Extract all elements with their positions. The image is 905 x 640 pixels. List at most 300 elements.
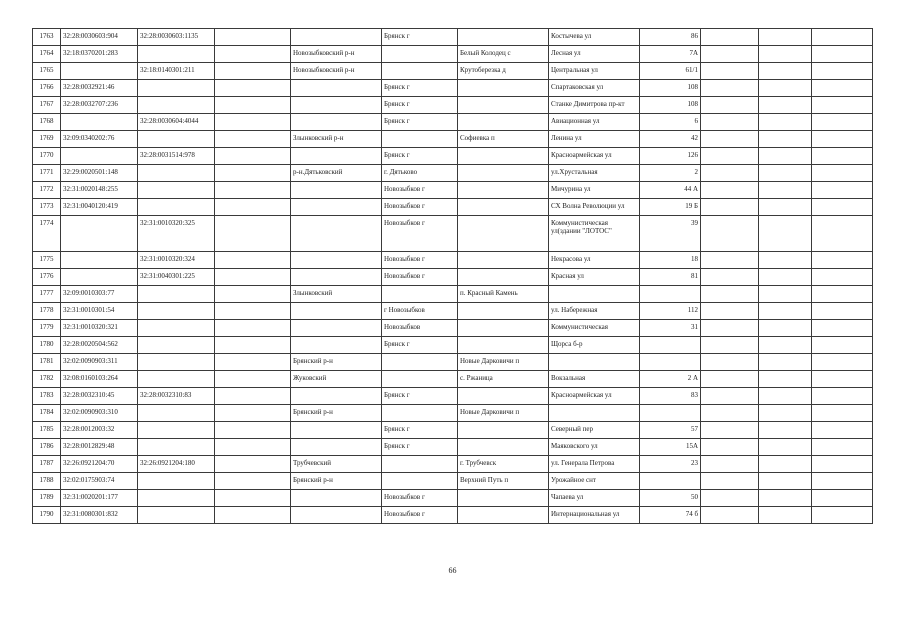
empty-cell xyxy=(812,422,873,439)
cadastral-number: 32:18:0370201:283 xyxy=(61,46,138,63)
city-cell xyxy=(382,63,458,80)
cadastral-number-2 xyxy=(138,165,215,182)
empty-cell xyxy=(215,286,291,303)
empty-cell xyxy=(701,456,759,473)
cadastral-number-2 xyxy=(138,320,215,337)
empty-cell xyxy=(812,182,873,199)
house-number-cell: 15А xyxy=(640,439,701,456)
empty-cell xyxy=(215,439,291,456)
empty-cell xyxy=(759,97,812,114)
district-cell: Злынковский xyxy=(291,286,382,303)
district-cell xyxy=(291,29,382,46)
settlement-cell xyxy=(458,148,549,165)
empty-cell xyxy=(701,165,759,182)
settlement-cell: Крутоберезка д xyxy=(458,63,549,80)
table-row xyxy=(33,303,873,320)
settlement-cell xyxy=(458,165,549,182)
city-cell xyxy=(382,354,458,371)
house-number-cell: 74 б xyxy=(640,507,701,524)
district-cell xyxy=(291,422,382,439)
city-cell: Брянск г xyxy=(382,422,458,439)
district-cell: Трубчевский xyxy=(291,456,382,473)
street-cell: Щорса б-р xyxy=(549,337,640,354)
street-cell: Центральная ул xyxy=(549,63,640,80)
street-cell: Красноармейская ул xyxy=(549,388,640,405)
row-number: 1778 xyxy=(33,303,61,320)
table-row xyxy=(33,286,873,303)
district-cell: Брянский р-н xyxy=(291,405,382,422)
district-cell xyxy=(291,269,382,286)
empty-cell xyxy=(701,97,759,114)
empty-cell xyxy=(812,165,873,182)
empty-cell xyxy=(701,131,759,148)
settlement-cell: п. Красный Камень xyxy=(458,286,549,303)
house-number-cell: 19 Б xyxy=(640,199,701,216)
district-cell xyxy=(291,216,382,252)
empty-cell xyxy=(812,456,873,473)
table-row xyxy=(33,388,873,405)
table-row xyxy=(33,97,873,114)
cadastral-number: 32:29:0020501:148 xyxy=(61,165,138,182)
cadastral-number: 32:28:0032310:45 xyxy=(61,388,138,405)
house-number-cell: 108 xyxy=(640,97,701,114)
settlement-cell xyxy=(458,114,549,131)
empty-cell xyxy=(759,63,812,80)
house-number-cell: 50 xyxy=(640,490,701,507)
street-cell: Урожайное снт xyxy=(549,473,640,490)
cadastral-number: 32:02:0175903:74 xyxy=(61,473,138,490)
street-cell: СХ Волна Революции ул xyxy=(549,199,640,216)
cadastral-number: 32:28:0030603:904 xyxy=(61,29,138,46)
cadastral-number: 32:31:0010301:54 xyxy=(61,303,138,320)
city-cell xyxy=(382,286,458,303)
row-number: 1777 xyxy=(33,286,61,303)
cadastral-number-2 xyxy=(138,80,215,97)
row-number: 1776 xyxy=(33,269,61,286)
empty-cell xyxy=(812,286,873,303)
table-row xyxy=(33,320,873,337)
city-cell: Брянск г xyxy=(382,388,458,405)
cadastral-number: 32:09:0340202:76 xyxy=(61,131,138,148)
cadastral-number xyxy=(61,252,138,269)
empty-cell xyxy=(812,490,873,507)
street-cell: Вокзальная xyxy=(549,371,640,388)
cadastral-number-2 xyxy=(138,182,215,199)
empty-cell xyxy=(759,114,812,131)
empty-cell xyxy=(812,199,873,216)
house-number-cell: 86 xyxy=(640,29,701,46)
table-row xyxy=(33,29,873,46)
house-number-cell: 126 xyxy=(640,148,701,165)
street-cell: Авиационная ул xyxy=(549,114,640,131)
empty-cell xyxy=(759,371,812,388)
table-row xyxy=(33,182,873,199)
empty-cell xyxy=(759,131,812,148)
district-cell xyxy=(291,388,382,405)
house-number-cell: 31 xyxy=(640,320,701,337)
street-cell: ул. Набережная xyxy=(549,303,640,320)
city-cell: Новозыбков г xyxy=(382,199,458,216)
row-number: 1773 xyxy=(33,199,61,216)
empty-cell xyxy=(759,490,812,507)
table-row xyxy=(33,131,873,148)
house-number-cell: 108 xyxy=(640,80,701,97)
cadastral-number: 32:08:0160103:264 xyxy=(61,371,138,388)
cadastral-number-2 xyxy=(138,46,215,63)
row-number: 1790 xyxy=(33,507,61,524)
settlement-cell xyxy=(458,337,549,354)
empty-cell xyxy=(701,216,759,252)
empty-cell xyxy=(215,507,291,524)
house-number-cell: 83 xyxy=(640,388,701,405)
empty-cell xyxy=(215,252,291,269)
empty-cell xyxy=(701,422,759,439)
empty-cell xyxy=(759,422,812,439)
empty-cell xyxy=(215,182,291,199)
cadastral-number xyxy=(61,148,138,165)
empty-cell xyxy=(812,303,873,320)
empty-cell xyxy=(701,354,759,371)
street-cell: Северный пер xyxy=(549,422,640,439)
row-number: 1775 xyxy=(33,252,61,269)
empty-cell xyxy=(215,354,291,371)
city-cell xyxy=(382,473,458,490)
empty-cell xyxy=(701,490,759,507)
empty-cell xyxy=(701,269,759,286)
settlement-cell xyxy=(458,269,549,286)
empty-cell xyxy=(701,199,759,216)
table-row xyxy=(33,405,873,422)
cadastral-number: 32:28:0012829:48 xyxy=(61,439,138,456)
empty-cell xyxy=(759,80,812,97)
street-cell: Маяковского ул xyxy=(549,439,640,456)
house-number-cell: 2 xyxy=(640,165,701,182)
cadastral-number xyxy=(61,216,138,252)
empty-cell xyxy=(812,114,873,131)
empty-cell xyxy=(215,303,291,320)
empty-cell xyxy=(701,473,759,490)
district-cell xyxy=(291,182,382,199)
empty-cell xyxy=(759,182,812,199)
empty-cell xyxy=(812,371,873,388)
empty-cell xyxy=(215,473,291,490)
empty-cell xyxy=(759,354,812,371)
settlement-cell: Верхний Путь п xyxy=(458,473,549,490)
empty-cell xyxy=(701,46,759,63)
empty-cell xyxy=(215,216,291,252)
row-number: 1787 xyxy=(33,456,61,473)
cadastral-number: 32:28:0012003:32 xyxy=(61,422,138,439)
street-cell: Некрасова ул xyxy=(549,252,640,269)
house-number-cell: 23 xyxy=(640,456,701,473)
cadastral-number-2 xyxy=(138,199,215,216)
empty-cell xyxy=(701,303,759,320)
house-number-cell: 112 xyxy=(640,303,701,320)
city-cell: Новозыбков г xyxy=(382,252,458,269)
empty-cell xyxy=(215,490,291,507)
district-cell xyxy=(291,439,382,456)
empty-cell xyxy=(759,388,812,405)
empty-cell xyxy=(215,80,291,97)
settlement-cell xyxy=(458,252,549,269)
page-number: 66 xyxy=(448,566,457,575)
district-cell: Брянский р-н xyxy=(291,354,382,371)
empty-cell xyxy=(701,114,759,131)
district-cell: Брянский р-н xyxy=(291,473,382,490)
city-cell: Брянск г xyxy=(382,148,458,165)
empty-cell xyxy=(812,388,873,405)
cadastral-number-2 xyxy=(138,303,215,320)
empty-cell xyxy=(812,507,873,524)
district-cell xyxy=(291,252,382,269)
empty-cell xyxy=(812,46,873,63)
house-number-cell: 2 А xyxy=(640,371,701,388)
row-number: 1779 xyxy=(33,320,61,337)
district-cell xyxy=(291,80,382,97)
cadastral-number-2 xyxy=(138,371,215,388)
empty-cell xyxy=(701,29,759,46)
settlement-cell xyxy=(458,97,549,114)
empty-cell xyxy=(215,388,291,405)
empty-cell xyxy=(812,439,873,456)
empty-cell xyxy=(759,216,812,252)
cadastral-number-2 xyxy=(138,131,215,148)
empty-cell xyxy=(759,405,812,422)
city-cell xyxy=(382,371,458,388)
table-row xyxy=(33,216,873,252)
empty-cell xyxy=(215,337,291,354)
house-number-cell: 57 xyxy=(640,422,701,439)
district-cell xyxy=(291,199,382,216)
city-cell xyxy=(382,405,458,422)
cadastral-number: 32:02:0090903:310 xyxy=(61,405,138,422)
house-number-cell xyxy=(640,473,701,490)
row-number: 1784 xyxy=(33,405,61,422)
street-cell: Мичурина ул xyxy=(549,182,640,199)
empty-cell xyxy=(215,320,291,337)
empty-cell xyxy=(812,148,873,165)
cadastral-number-2 xyxy=(138,337,215,354)
district-cell xyxy=(291,320,382,337)
street-cell xyxy=(549,286,640,303)
empty-cell xyxy=(812,405,873,422)
settlement-cell xyxy=(458,182,549,199)
settlement-cell: Новые Дарковичи п xyxy=(458,405,549,422)
cadastral-number xyxy=(61,63,138,80)
empty-cell xyxy=(215,269,291,286)
row-number: 1768 xyxy=(33,114,61,131)
settlement-cell xyxy=(458,388,549,405)
house-number-cell: 39 xyxy=(640,216,701,252)
city-cell: Брянск г xyxy=(382,337,458,354)
empty-cell xyxy=(215,148,291,165)
cadastral-number: 32:31:0020148:255 xyxy=(61,182,138,199)
house-number-cell xyxy=(640,337,701,354)
cadastral-number-2: 32:31:0010320:324 xyxy=(138,252,215,269)
settlement-cell: г. Трубчевск xyxy=(458,456,549,473)
row-number: 1770 xyxy=(33,148,61,165)
empty-cell xyxy=(701,337,759,354)
table-row xyxy=(33,456,873,473)
cadastral-number-2: 32:31:0040301:225 xyxy=(138,269,215,286)
empty-cell xyxy=(759,473,812,490)
empty-cell xyxy=(701,388,759,405)
cadastral-number-2 xyxy=(138,490,215,507)
row-number: 1767 xyxy=(33,97,61,114)
street-cell xyxy=(549,405,640,422)
city-cell: Новозыбков г xyxy=(382,182,458,199)
row-number: 1764 xyxy=(33,46,61,63)
table-row xyxy=(33,165,873,182)
empty-cell xyxy=(759,507,812,524)
street-cell: Спартаковская ул xyxy=(549,80,640,97)
empty-cell xyxy=(215,63,291,80)
empty-cell xyxy=(701,286,759,303)
table-row xyxy=(33,473,873,490)
house-number-cell: 18 xyxy=(640,252,701,269)
empty-cell xyxy=(759,199,812,216)
cadastral-number xyxy=(61,114,138,131)
empty-cell xyxy=(812,252,873,269)
house-number-cell xyxy=(640,286,701,303)
cadastral-number-2 xyxy=(138,354,215,371)
city-cell: г. Дятьково xyxy=(382,165,458,182)
empty-cell xyxy=(701,439,759,456)
settlement-cell xyxy=(458,29,549,46)
cadastral-number-2 xyxy=(138,473,215,490)
city-cell: Брянск г xyxy=(382,439,458,456)
city-cell: Новозыбков г xyxy=(382,507,458,524)
empty-cell xyxy=(701,182,759,199)
empty-cell xyxy=(759,439,812,456)
cadastral-number: 32:28:0020504:562 xyxy=(61,337,138,354)
cadastral-number-2 xyxy=(138,97,215,114)
house-number-cell: 6 xyxy=(640,114,701,131)
city-cell xyxy=(382,131,458,148)
street-cell: Интернациональная ул xyxy=(549,507,640,524)
row-number: 1771 xyxy=(33,165,61,182)
empty-cell xyxy=(812,63,873,80)
cadastral-number: 32:31:0040120:419 xyxy=(61,199,138,216)
empty-cell xyxy=(215,165,291,182)
row-number: 1783 xyxy=(33,388,61,405)
registry-table xyxy=(32,28,873,524)
empty-cell xyxy=(759,148,812,165)
settlement-cell xyxy=(458,507,549,524)
city-cell xyxy=(382,46,458,63)
row-number: 1765 xyxy=(33,63,61,80)
settlement-cell xyxy=(458,320,549,337)
empty-cell xyxy=(812,131,873,148)
district-cell: Жуковский xyxy=(291,371,382,388)
street-cell: ул. Генерала Петрова xyxy=(549,456,640,473)
settlement-cell xyxy=(458,490,549,507)
empty-cell xyxy=(812,29,873,46)
empty-cell xyxy=(759,286,812,303)
cadastral-number: 32:26:0921204:70 xyxy=(61,456,138,473)
street-cell: Коммунистическая ул(здании "ЛОТОС" xyxy=(549,216,640,252)
house-number-cell: 44 А xyxy=(640,182,701,199)
settlement-cell xyxy=(458,303,549,320)
district-cell: Злынковский р-н xyxy=(291,131,382,148)
street-cell: Чапаева ул xyxy=(549,490,640,507)
cadastral-number: 32:02:0090903:311 xyxy=(61,354,138,371)
empty-cell xyxy=(812,80,873,97)
empty-cell xyxy=(759,337,812,354)
empty-cell xyxy=(812,337,873,354)
empty-cell xyxy=(701,63,759,80)
empty-cell xyxy=(215,405,291,422)
table-row xyxy=(33,269,873,286)
cadastral-number: 32:31:0020201:177 xyxy=(61,490,138,507)
cadastral-number-2 xyxy=(138,439,215,456)
empty-cell xyxy=(215,114,291,131)
settlement-cell: Новые Дарковичи п xyxy=(458,354,549,371)
row-number: 1774 xyxy=(33,216,61,252)
settlement-cell xyxy=(458,216,549,252)
table-row xyxy=(33,148,873,165)
empty-cell xyxy=(215,199,291,216)
empty-cell xyxy=(701,371,759,388)
cadastral-number: 32:31:0010320:321 xyxy=(61,320,138,337)
city-cell: Брянск г xyxy=(382,80,458,97)
empty-cell xyxy=(812,216,873,252)
house-number-cell: 61/1 xyxy=(640,63,701,80)
street-cell: Красная ул xyxy=(549,269,640,286)
district-cell: Новозыбковский р-н xyxy=(291,63,382,80)
cadastral-number: 32:09:0010303:77 xyxy=(61,286,138,303)
empty-cell xyxy=(701,320,759,337)
empty-cell xyxy=(701,252,759,269)
empty-cell xyxy=(215,131,291,148)
street-cell: Лесная ул xyxy=(549,46,640,63)
city-cell: Брянск г xyxy=(382,97,458,114)
table-row xyxy=(33,439,873,456)
empty-cell xyxy=(759,46,812,63)
row-number: 1789 xyxy=(33,490,61,507)
cadastral-number: 32:28:0032707:236 xyxy=(61,97,138,114)
empty-cell xyxy=(701,507,759,524)
empty-cell xyxy=(215,97,291,114)
row-number: 1763 xyxy=(33,29,61,46)
row-number: 1788 xyxy=(33,473,61,490)
table-row xyxy=(33,422,873,439)
row-number: 1769 xyxy=(33,131,61,148)
empty-cell xyxy=(701,80,759,97)
empty-cell xyxy=(701,148,759,165)
table-row xyxy=(33,507,873,524)
empty-cell xyxy=(215,46,291,63)
empty-cell xyxy=(759,252,812,269)
cadastral-number xyxy=(61,269,138,286)
table-row xyxy=(33,354,873,371)
table-row xyxy=(33,114,873,131)
street-cell xyxy=(549,354,640,371)
cadastral-number-2 xyxy=(138,405,215,422)
city-cell: Новозыбков г xyxy=(382,269,458,286)
street-cell: Коммунистическая xyxy=(549,320,640,337)
empty-cell xyxy=(759,320,812,337)
table-row xyxy=(33,63,873,80)
empty-cell xyxy=(215,371,291,388)
district-cell xyxy=(291,337,382,354)
district-cell xyxy=(291,114,382,131)
cadastral-number-2 xyxy=(138,507,215,524)
table-row xyxy=(33,490,873,507)
empty-cell xyxy=(701,405,759,422)
row-number: 1781 xyxy=(33,354,61,371)
cadastral-number-2: 32:28:0031514:978 xyxy=(138,148,215,165)
